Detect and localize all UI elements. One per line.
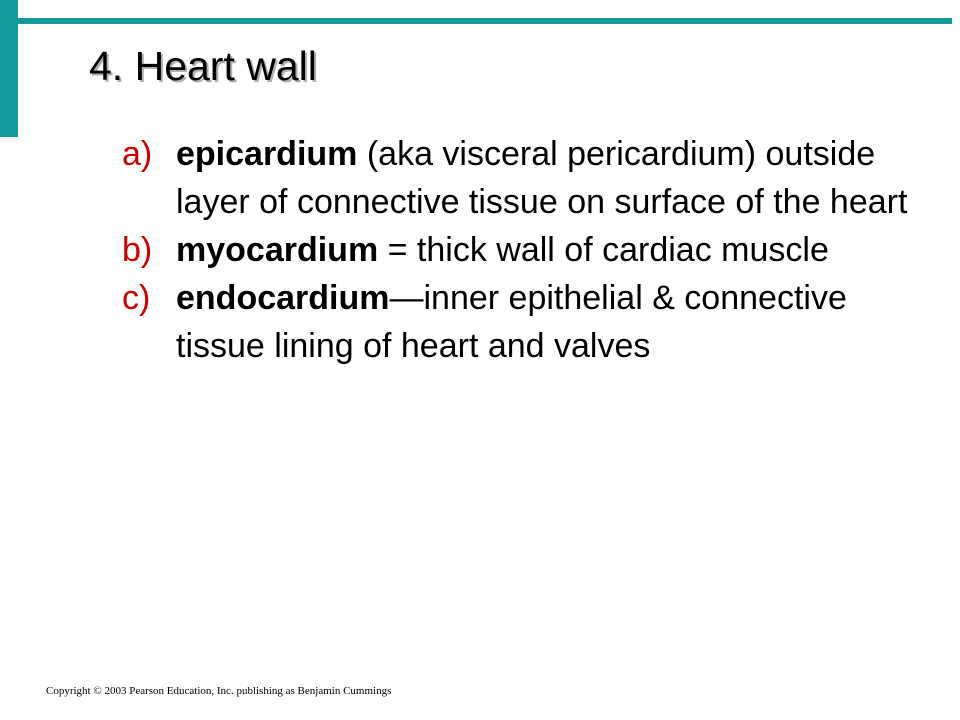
content-list (122, 130, 922, 370)
term-epicardium: epicardium (176, 135, 358, 173)
slide-title: 4. Heart wall (89, 43, 317, 89)
list-item-text (176, 130, 922, 226)
list-item-text (176, 274, 922, 370)
list-item (122, 130, 922, 226)
list-marker: a) (122, 135, 153, 173)
definition-endocardium: —inner epithelial & connective tissue lining of heart and valves (176, 279, 847, 365)
copyright-notice: Copyright © 2003 Pearson Education, Inc. publishing as Benjamin Cummings (46, 685, 392, 697)
definition-epicardium: (aka visceral pericardium) outside layer of connective tissue on surface of the heart (176, 135, 908, 221)
accent-bar-vertical (0, 0, 18, 137)
list-item (122, 226, 922, 274)
term-endocardium: endocardium (176, 279, 390, 317)
list-marker: c) (122, 279, 151, 317)
term-myocardium: myocardium (176, 231, 379, 269)
list-item (122, 274, 922, 370)
list-marker: b) (122, 231, 153, 269)
list-item-text (176, 226, 922, 274)
accent-bar-horizontal (18, 18, 952, 24)
definition-myocardium: = thick wall of cardiac muscle (378, 231, 829, 269)
